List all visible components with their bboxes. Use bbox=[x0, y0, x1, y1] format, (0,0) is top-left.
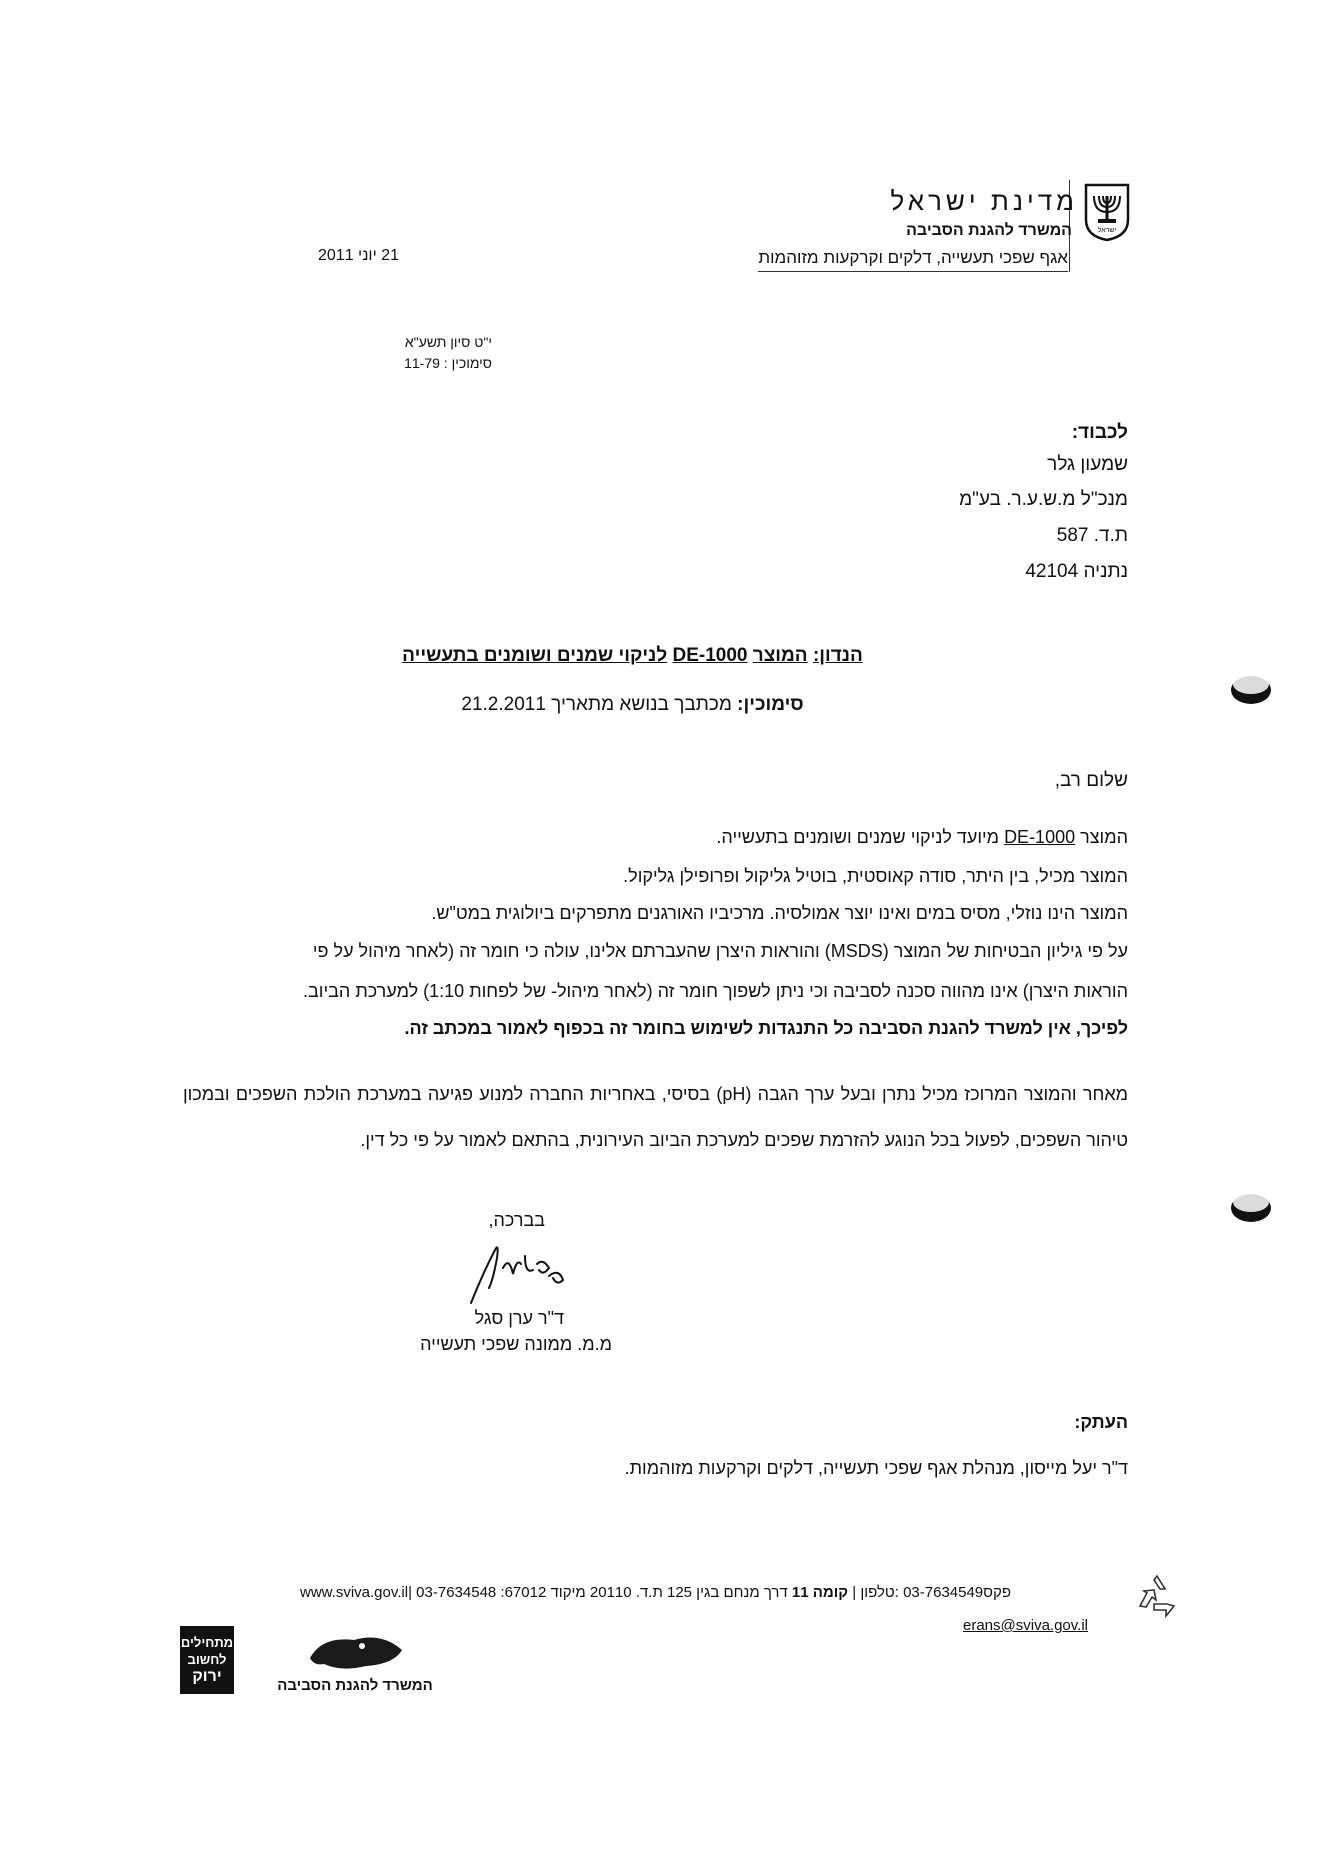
signer-name: ד"ר ערן סגל bbox=[474, 1308, 564, 1328]
punch-hole-icon bbox=[1228, 668, 1274, 708]
footer-address: דרך מנחם בגין 125 ת.ד. 20110 מיקוד 67012 bbox=[504, 1584, 788, 1601]
recipient-po-box: ת.ד. 587 bbox=[1056, 525, 1128, 546]
state-emblem-icon bbox=[1082, 182, 1132, 242]
footer-fax: 03-7634548 bbox=[416, 1584, 497, 1601]
think-green-line-3: ירוק bbox=[192, 1668, 222, 1685]
footer-fax-label: :פקס bbox=[500, 1584, 1011, 1601]
body-paragraph-4-line-2: הוראות היצרן) אינו מהווה סכנה לסביבה וכי ניתן לשפוך חומר זה (לאחר מיהול- של לפחות 1:10) למערכת הביוב. bbox=[303, 981, 1128, 1001]
subject-label: הנדון: bbox=[812, 645, 863, 666]
p1-suffix: מיועד לניקוי שמנים ושומנים בתעשייה. bbox=[716, 827, 1000, 847]
punch-hole-icon bbox=[1228, 1186, 1274, 1226]
recycle-icon bbox=[1134, 1572, 1180, 1618]
p1-prefix: המוצר bbox=[1080, 827, 1128, 847]
subject-line bbox=[380, 645, 885, 667]
think-green-line-1: מתחילים bbox=[180, 1635, 234, 1650]
ministry-logo-text: המשרד להגנת הסביבה bbox=[277, 1677, 433, 1694]
copy-label: העתק: bbox=[1074, 1412, 1128, 1432]
copy-recipient: ד"ר יעל מייסון, מנהלת אגף שפכי תעשייה, דלקים וקרקעות מזוהמות. bbox=[624, 1458, 1128, 1478]
body-paragraph-5: מאחר והמוצר המרוכז מכיל נתרן ובעל ערך הגבה (pH) בסיסי, באחריות החברה למנוע פגיעה במערכת הולכת השפכים ובמכון טיהור השפכים, לפעול בכל הנוגע להזרמת שפכים למערכת הביוב העירונית, בהתאם לאמור על פי כל דין. bbox=[183, 1084, 1128, 1150]
department-name: אגף שפכי תעשייה, דלקים וקרקעות מזוהמות bbox=[758, 248, 1068, 272]
conclusion: לפיכך, אין למשרד להגנת הסביבה כל התנגדות לשימוש בחומר זה בכפוף לאמור במכתב זה. bbox=[404, 1018, 1128, 1038]
ministry-logo-icon bbox=[262, 1628, 448, 1672]
footer-sep-1: | bbox=[408, 1584, 417, 1601]
footer-phone-label: :טלפון bbox=[860, 1584, 899, 1601]
footer-floor: קומה 11 bbox=[791, 1584, 849, 1601]
reference-text: מכתבך בנושא מתאריך 21.2.2011 bbox=[461, 694, 732, 715]
footer-website[interactable]: www.sviva.gov.il bbox=[300, 1584, 409, 1601]
closing-salutation: בברכה, bbox=[488, 1210, 545, 1230]
hebrew-date: י"ט סיון תשע"א bbox=[404, 334, 492, 350]
ministry-name: המשרד להגנת הסביבה bbox=[906, 222, 1072, 239]
emblem-text: ישראל bbox=[1097, 227, 1117, 234]
subject-suffix: לניקוי שמנים ושומנים בתעשייה bbox=[402, 645, 668, 666]
subject-prefix: המוצר bbox=[752, 645, 808, 666]
footer-contact-line: www.sviva.gov.il| 03-7634548 :פקס03-7634549 :טלפון | קומה 11 דרך מנחם בגין 125 ת.ד. 20110 מיקוד 67012 bbox=[300, 1584, 1011, 1601]
signer-title: מ.מ. ממונה שפכי תעשייה bbox=[420, 1334, 612, 1354]
reference-code: סימוכין : 11-79 bbox=[404, 355, 492, 371]
gregorian-date: 21 יוני 2011 bbox=[318, 247, 399, 264]
footer-phone: 03-7634549 bbox=[903, 1584, 984, 1601]
subject-product: DE-1000 bbox=[672, 645, 748, 666]
think-green-logo bbox=[180, 1626, 234, 1694]
think-green-line-2: לחשוב bbox=[187, 1652, 227, 1667]
recipient-title: מנכ"ל מ.ש.ע.ר. בע"מ bbox=[959, 489, 1128, 510]
ministry-logo bbox=[262, 1628, 448, 1698]
footer-email-link[interactable]: erans@sviva.gov.il bbox=[963, 1617, 1088, 1634]
signature-mark bbox=[463, 1228, 573, 1308]
greeting: שלום רב, bbox=[1054, 770, 1128, 791]
body-paragraph-4-line-1: על פי גיליון הבטיחות של המוצר (MSDS) והוראות היצרן שהעברתם אלינו, עולה כי חומר זה (לאחר מיהול על פי bbox=[312, 941, 1128, 961]
recipient-name: שמעון גלר bbox=[1047, 454, 1128, 475]
p1-product: DE-1000 bbox=[1004, 827, 1076, 847]
body-paragraph-3: המוצר הינו נוזלי, מסיס במים ואינו יוצר אמולסיה. מרכיביו האורגנים מתפרקים ביולוגית במט"ש. bbox=[431, 903, 1128, 923]
body-paragraph-2: המוצר מכיל, בין היתר, סודה קאוסטית, בוטיל גליקול ופרופילן גליקול. bbox=[623, 866, 1128, 886]
reference-line bbox=[380, 694, 885, 716]
state-name: מדינת ישראל bbox=[890, 186, 1078, 216]
recipient-honorific: לכבוד: bbox=[1071, 422, 1128, 443]
body-paragraph-1 bbox=[148, 827, 1128, 848]
reference-label: סימוכין: bbox=[737, 694, 804, 715]
recipient-city: נתניה 42104 bbox=[1025, 561, 1128, 582]
